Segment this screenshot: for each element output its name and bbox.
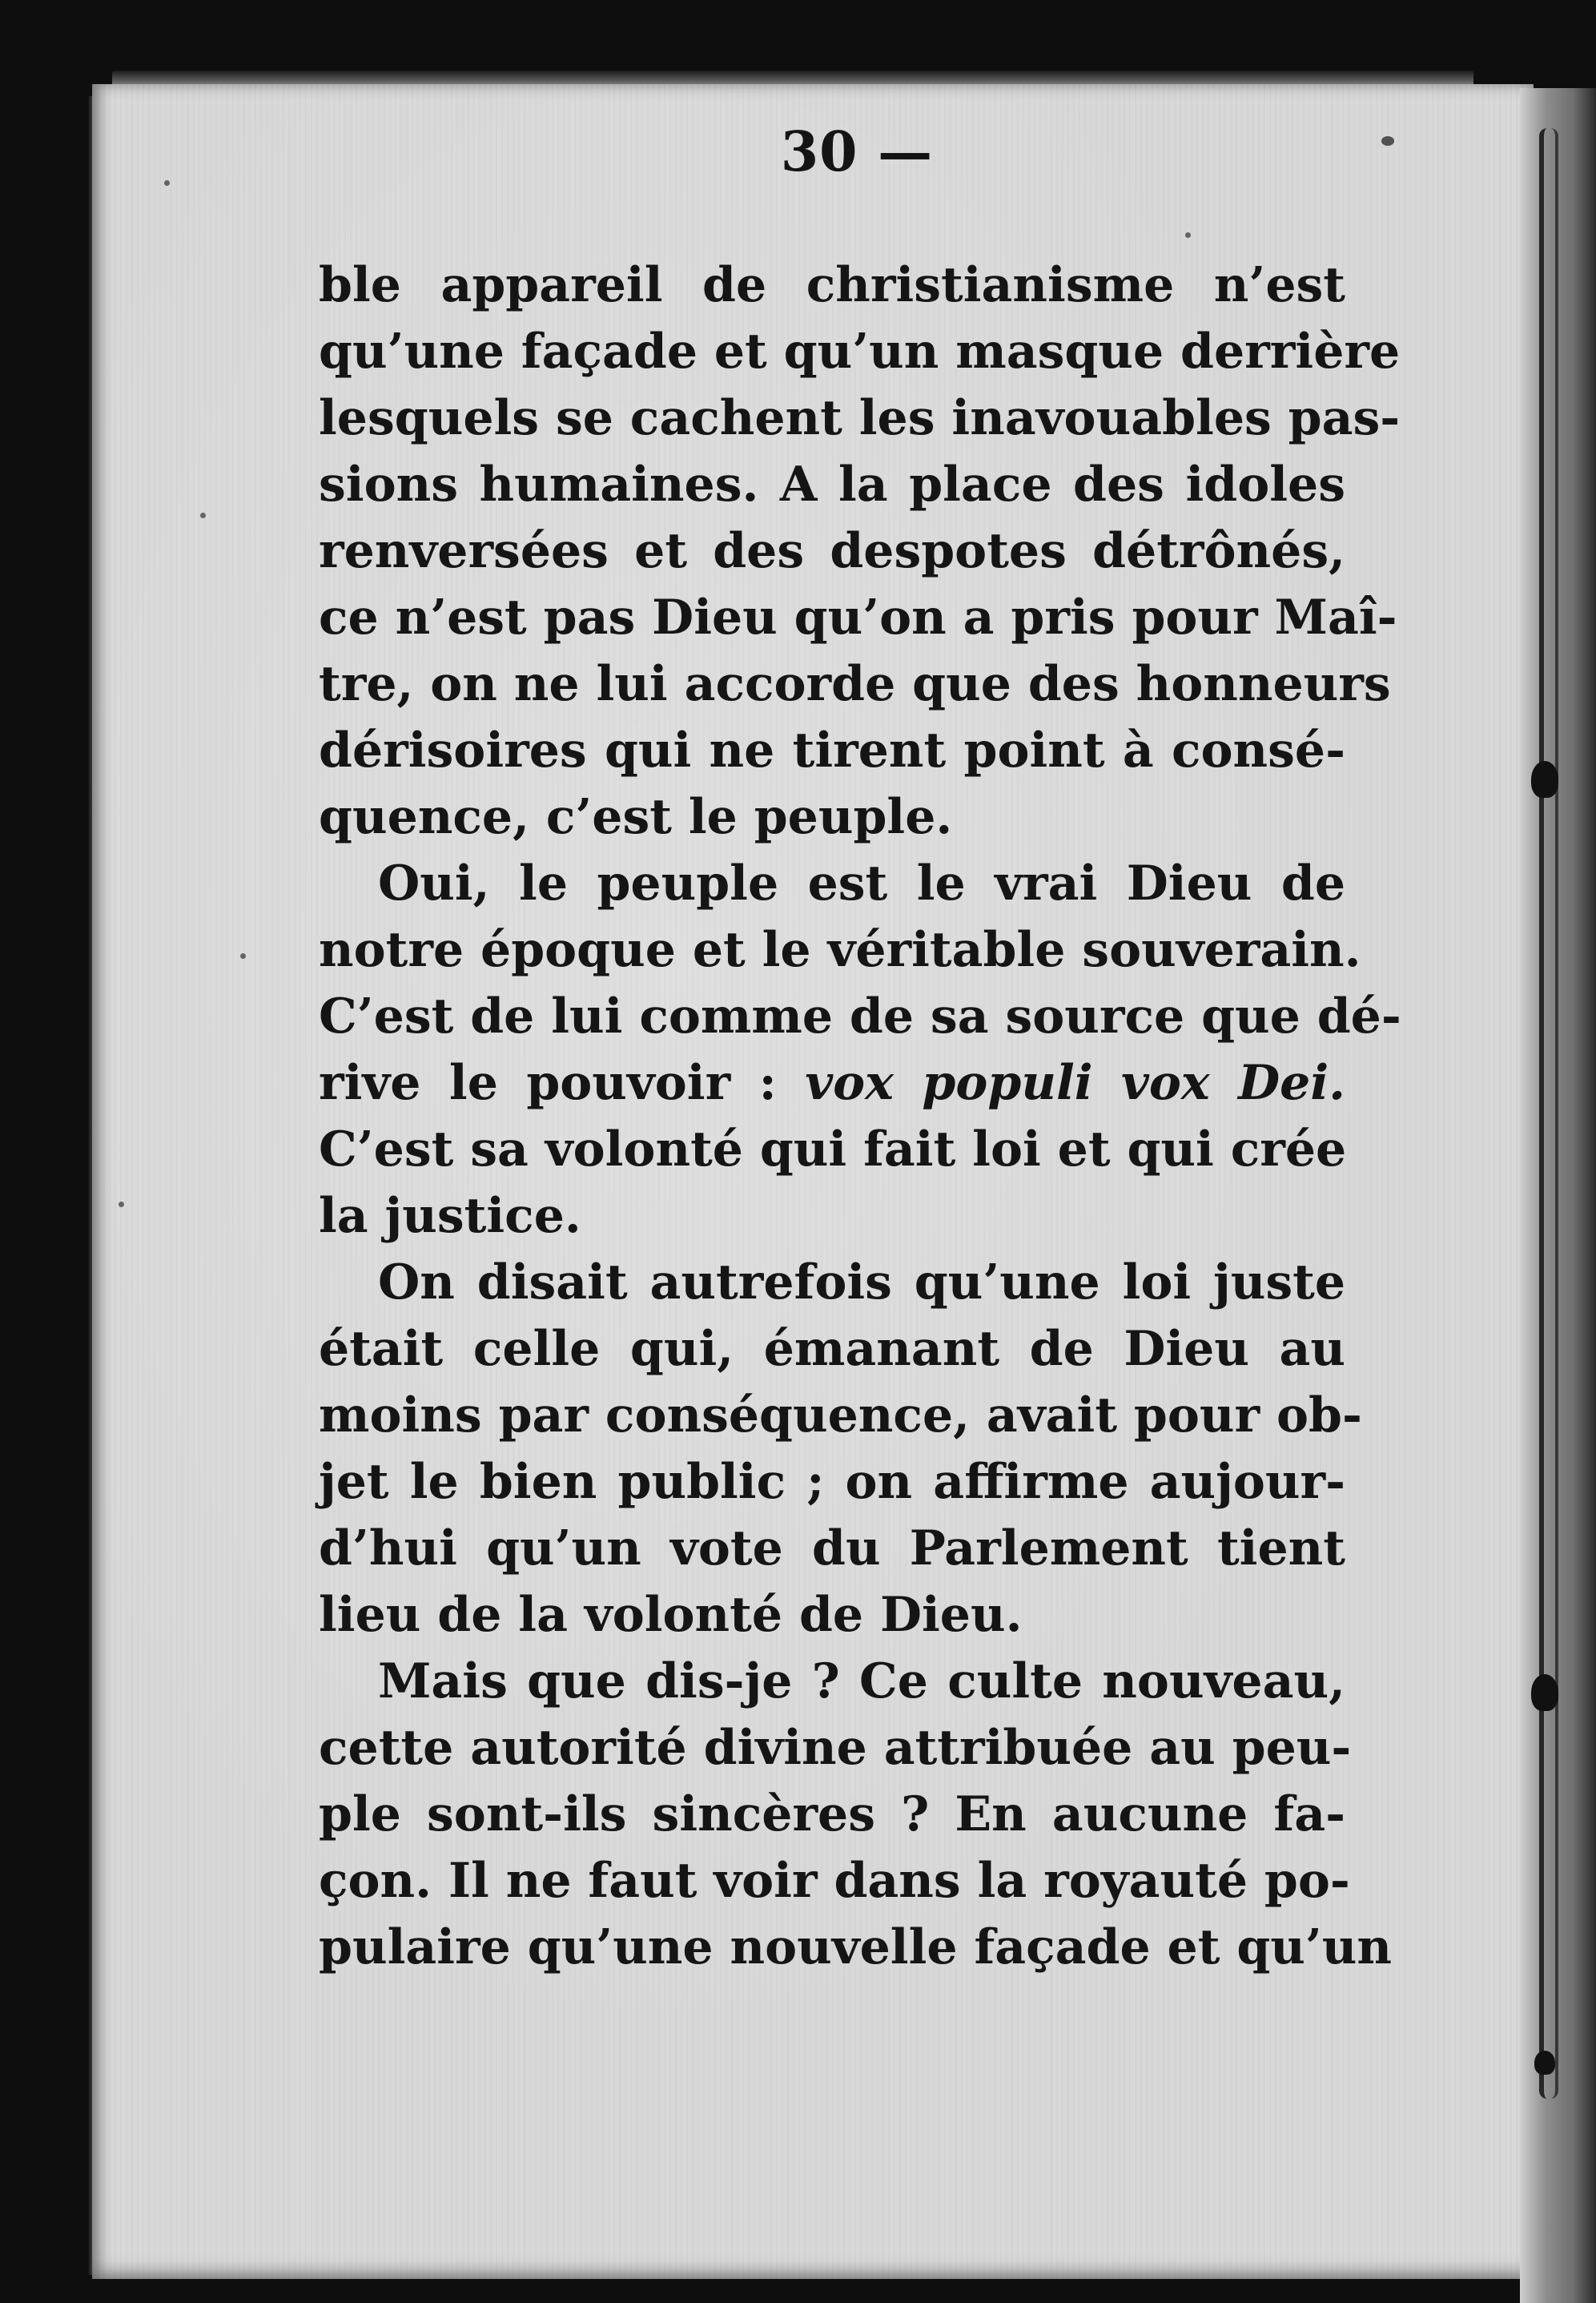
page-number: 30 — xyxy=(780,120,934,184)
text-line: Mais que dis-je ? Ce culte nouveau, xyxy=(378,1653,1345,1709)
text-line: jet le bien public ; on affirme aujour- xyxy=(319,1454,1345,1510)
binding-knot xyxy=(1531,1674,1558,1711)
body-text xyxy=(319,252,1401,1981)
paragraph xyxy=(319,1250,1362,1649)
text-line: sions humaines. A la place des idoles xyxy=(319,457,1345,513)
text-line: était celle qui, émanant de Dieu au xyxy=(319,1321,1345,1377)
text-line: quence, c’est le peuple. xyxy=(319,789,953,845)
text-line: ce n’est pas Dieu qu’on a pris pour Maî- xyxy=(319,590,1397,646)
binding-knot xyxy=(1531,761,1558,798)
text-line: cette autorité divine attribuée au peu- xyxy=(319,1720,1352,1776)
speck xyxy=(119,1202,124,1207)
speck xyxy=(200,513,206,518)
text-line: tre, on ne lui accorde que des honneurs xyxy=(319,656,1391,712)
text-line: ple sont-ils sincères ? En aucune fa- xyxy=(319,1786,1345,1842)
speck xyxy=(164,180,170,186)
text-line: qu’une façade et qu’un masque derrière xyxy=(319,324,1401,380)
binding-cord xyxy=(1539,128,1558,2099)
text-line: lieu de la volonté de Dieu. xyxy=(319,1587,1023,1643)
text-line: la justice. xyxy=(319,1188,581,1244)
text-line: Oui, le peuple est le vrai Dieu de xyxy=(378,856,1345,912)
paragraph xyxy=(319,1649,1393,1981)
text-line: çon. Il ne faut voir dans la royauté po- xyxy=(319,1853,1350,1909)
binding-knot xyxy=(1534,2051,1555,2075)
text-line: dérisoires qui ne tirent point à consé- xyxy=(319,723,1345,779)
text-line: notre époque et le véritable souverain. xyxy=(319,922,1361,978)
text-line: moins par conséquence, avait pour ob- xyxy=(319,1387,1362,1443)
paragraph xyxy=(319,252,1401,851)
text-line-with-latin xyxy=(319,1050,1345,1117)
latin-phrase: vox populi vox Dei. xyxy=(805,1055,1346,1111)
text-line: renversées et des despotes détrônés, xyxy=(319,523,1345,579)
text-line: d’hui qu’un vote du Parlement tient xyxy=(319,1520,1345,1576)
text-line: C’est sa volonté qui fait loi et qui crée xyxy=(319,1121,1347,1178)
text-line: lesquels se cachent les inavouables pas- xyxy=(319,390,1401,446)
speck xyxy=(240,953,246,959)
text-line: C’est de lui comme de sa source que dé- xyxy=(319,988,1401,1045)
speck xyxy=(1381,136,1394,146)
text-line: ble appareil de christianisme n’est xyxy=(319,257,1345,313)
speck xyxy=(1185,232,1191,238)
text-line: On disait autrefois qu’une loi juste xyxy=(378,1254,1345,1311)
paragraph xyxy=(319,851,1401,1250)
text-fragment: rive le pouvoir : xyxy=(319,1055,777,1111)
text-line: pulaire qu’une nouvelle façade et qu’un xyxy=(319,1919,1393,1975)
